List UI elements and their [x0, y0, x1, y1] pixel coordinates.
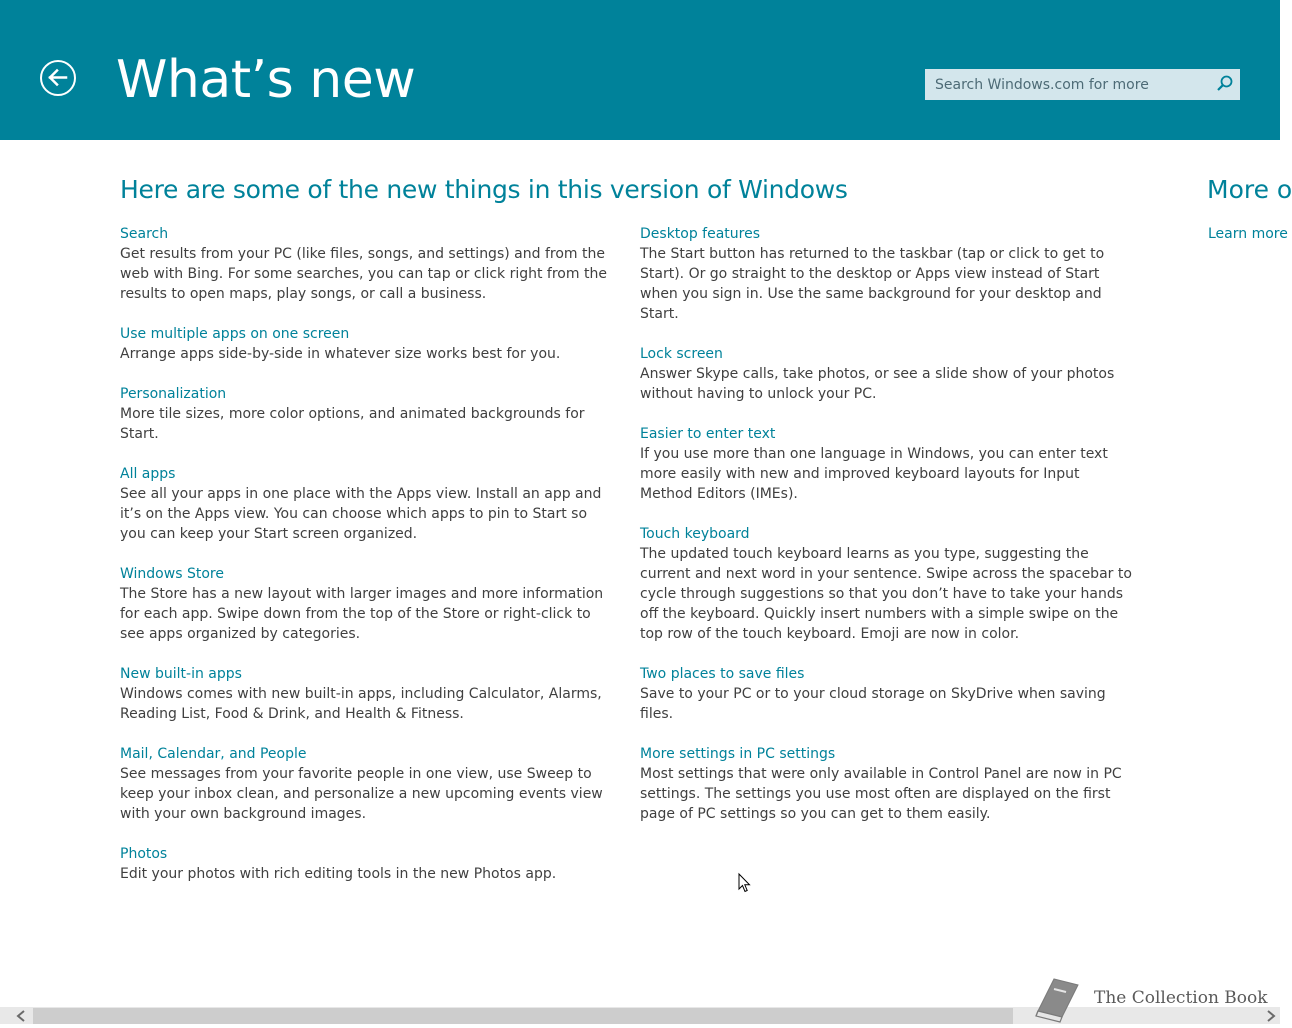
feature-item — [640, 344, 1135, 404]
feature-description: More tile sizes, more color options, and animated backgrounds for Start. — [120, 406, 585, 442]
feature-item — [120, 664, 610, 724]
feature-description: If you use more than one language in Windows, you can enter text more easily with new and improved keyboard layouts for Input Method Editors (IMEs). — [640, 446, 1108, 502]
search-icon[interactable] — [1208, 69, 1240, 100]
scroll-left-arrow-icon[interactable] — [10, 1008, 30, 1024]
feature-item — [120, 324, 610, 364]
feature-title-link[interactable]: All apps — [120, 466, 176, 482]
learn-more-link[interactable]: Learn more — [1208, 226, 1288, 242]
feature-title-link[interactable]: More settings in PC settings — [640, 746, 836, 762]
feature-description: Get results from your PC (like files, songs, and settings) and from the web with Bing. For some searches, you can tap or click right from the results to open maps, play songs, or call a business. — [120, 246, 607, 302]
feature-title-link[interactable]: Use multiple apps on one screen — [120, 326, 350, 342]
feature-title-link[interactable]: Lock screen — [640, 346, 723, 362]
content-heading: Here are some of the new things in this version of Windows — [120, 175, 848, 204]
feature-description: Save to your PC or to your cloud storage on SkyDrive when saving files. — [640, 686, 1106, 722]
feature-title-link[interactable]: Photos — [120, 846, 168, 862]
header-bar — [0, 0, 1280, 140]
more-section-heading: More o — [1207, 175, 1292, 204]
feature-item — [640, 664, 1135, 724]
feature-item — [120, 464, 610, 544]
page-title: What’s new — [116, 50, 416, 110]
feature-item — [120, 744, 610, 824]
feature-title-link[interactable]: Windows Store — [120, 566, 224, 582]
mouse-cursor-icon — [738, 873, 752, 893]
feature-item — [640, 224, 1135, 324]
search-input[interactable] — [925, 69, 1205, 100]
feature-description: The updated touch keyboard learns as you type, suggesting the current and next word in your sentence. Swipe across the spacebar to cycle through suggestions so that you don’t have to take your hands off the keyboard. Quickly insert numbers with a simple swipe on the top row of the touch keyboard. Emoji are now in color. — [640, 546, 1132, 642]
book-icon — [1028, 975, 1084, 1024]
feature-item — [120, 844, 610, 884]
features-right-column — [640, 224, 1135, 844]
feature-description: The Store has a new layout with larger images and more information for each app. Swipe down from the top of the Store or right-click to see apps organized by categories. — [120, 586, 604, 642]
back-button[interactable] — [40, 60, 76, 96]
feature-title-link[interactable]: Easier to enter text — [640, 426, 776, 442]
feature-item — [120, 224, 610, 304]
feature-title-link[interactable]: Desktop features — [640, 226, 761, 242]
watermark — [1028, 975, 1278, 1024]
feature-item — [640, 744, 1135, 824]
feature-description: Most settings that were only available in Control Panel are now in PC settings. The settings you use most often are displayed on the first page of PC settings so you can get to them easily. — [640, 766, 1122, 822]
feature-title-link[interactable]: Two places to save files — [640, 666, 805, 682]
feature-item — [640, 524, 1135, 644]
feature-title-link[interactable]: Search — [120, 226, 169, 242]
features-left-column — [120, 224, 610, 904]
feature-title-link[interactable]: Mail, Calendar, and People — [120, 746, 307, 762]
feature-description: Windows comes with new built-in apps, including Calculator, Alarms, Reading List, Food & Drink, and Health & Fitness. — [120, 686, 602, 722]
feature-item — [120, 384, 610, 444]
feature-title-link[interactable]: Personalization — [120, 386, 227, 402]
feature-item — [120, 564, 610, 644]
feature-description: See all your apps in one place with the Apps view. Install an app and it’s on the Apps view. You can choose which apps to pin to Start so you can keep your Start screen organized. — [120, 486, 602, 542]
back-arrow-icon — [42, 62, 73, 93]
feature-description: The Start button has returned to the taskbar (tap or click to get to Start). Or go straight to the desktop or Apps view instead of Start when you sign in. Use the same background for your desktop and Start. — [640, 246, 1105, 322]
scrollbar-thumb[interactable] — [33, 1008, 1013, 1024]
feature-description: Answer Skype calls, take photos, or see a slide show of your photos without having to unlock your PC. — [640, 366, 1115, 402]
watermark-text: The Collection Book — [1094, 988, 1268, 1008]
feature-title-link[interactable]: Touch keyboard — [640, 526, 750, 542]
feature-title-link[interactable]: New built-in apps — [120, 666, 242, 682]
feature-description: Edit your photos with rich editing tools in the new Photos app. — [120, 866, 557, 882]
feature-description: See messages from your favorite people in one view, use Sweep to keep your inbox clean, and personalize a new upcoming events view with your own background images. — [120, 766, 603, 822]
feature-description: Arrange apps side-by-side in whatever size works best for you. — [120, 346, 561, 362]
feature-item — [640, 424, 1135, 504]
search-box[interactable] — [925, 69, 1240, 100]
